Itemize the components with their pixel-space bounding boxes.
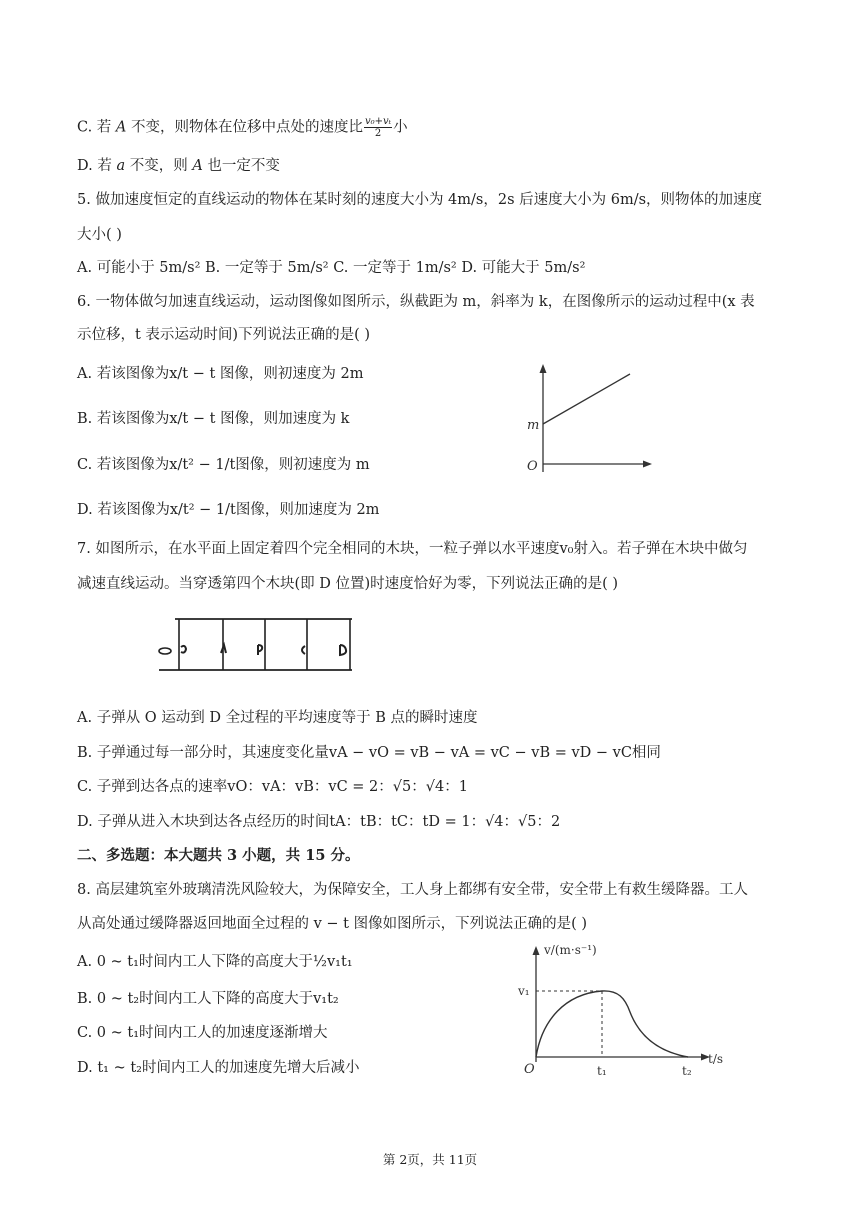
q6-option-d: D. 若该图像为x/t² − 1/t图像，则加速度为 2m	[77, 502, 380, 518]
q7-blocks-figure	[157, 617, 357, 677]
mark-o	[181, 646, 186, 653]
m-label: m	[527, 418, 540, 433]
t1-label: t₁	[597, 1064, 607, 1078]
mark-b	[258, 645, 262, 655]
t2-label: t₂	[682, 1064, 692, 1078]
fraction: $\frac{\text{v₀+vₜ}}{2}$	[365, 116, 392, 139]
origin-label: O	[524, 1062, 535, 1077]
q4-option-d: D. 若 a 不变，则 A 也一定不变	[77, 158, 280, 174]
q7-option-c: C. 子弹到达各点的速率vO：vA：vB：vC = 2：√5：√4：1	[77, 779, 468, 795]
q8-stem-line1: 8. 高层建筑室外玻璃清洗风险较大，为保障安全，工人身上都绑有安全带，安全带上有救生缓降器。工人	[77, 882, 748, 898]
ylabel: v/(m·s⁻¹)	[544, 943, 597, 957]
mark-c	[302, 646, 305, 654]
q5-stem-line1: 5. 做加速度恒定的直线运动的物体在某时刻的速度大小为 4m/s，2s 后速度大小为 6m/s，则物体的加速度	[77, 192, 763, 208]
q4-option-c: C. 若 A 不变，则物体在位移中点处的速度比 $\frac{\text{v₀+vₜ}}{2}$ 小	[77, 116, 408, 139]
q7-stem-line2: 减速直线运动。当穿透第四个木块(即 D 位置)时速度恰好为零，下列说法正确的是( )	[77, 576, 619, 592]
v-axis-arrow	[533, 946, 540, 955]
v1-label: v₁	[518, 984, 530, 998]
q6-option-b: B. 若该图像为x/t − t 图像，则加速度为 k	[77, 411, 350, 427]
q7-option-b: B. 子弹通过每一部分时，其速度变化量vA − vO = vB − vA = vC − vB = vD − vC相同	[77, 745, 661, 761]
vt-curve	[536, 991, 688, 1057]
q6-graph	[518, 362, 658, 482]
q6-option-c: C. 若该图像为x/t² − 1/t图像，则初速度为 m	[77, 457, 370, 473]
q6-stem-line2: 示位移，t 表示运动时间)下列说法正确的是( )	[77, 327, 371, 343]
q8-option-a: A. 0 ~ t₁时间内工人下降的高度大于½v₁t₁	[77, 954, 353, 970]
q7-option-a: A. 子弹从 O 运动到 D 全过程的平均速度等于 B 点的瞬时速度	[77, 710, 478, 726]
q6-option-a: A. 若该图像为x/t − t 图像，则初速度为 2m	[77, 366, 364, 382]
q8-option-d: D. t₁ ~ t₂时间内工人的加速度先增大后减小	[77, 1060, 360, 1076]
bullet	[159, 648, 171, 654]
x-axis-arrow	[643, 461, 652, 468]
page-footer: 第 2页，共 11页	[382, 1152, 478, 1167]
q8-option-b: B. 0 ~ t₂时间内工人下降的高度大于v₁t₂	[77, 991, 339, 1007]
q8-option-c: C. 0 ~ t₁时间内工人的加速度逐渐增大	[77, 1025, 328, 1041]
q8-vt-graph	[510, 940, 730, 1080]
q8-stem-line2: 从高处通过缓降器返回地面全过程的 v − t 图像如图所示，下列说法正确的是( )	[77, 916, 588, 932]
section-heading-multi: 二、多选题：本大题共 3 小题，共 15 分。	[77, 847, 360, 864]
q5-options: A. 可能小于 5m/s² B. 一定等于 5m/s² C. 一定等于 1m/s² D. 可能大于 5m/s²	[77, 260, 586, 276]
q6-stem-line1: 6. 一物体做匀加速直线运动，运动图像如图所示，纵截距为 m，斜率为 k，在图像所示的运动过程中(x 表	[77, 294, 755, 310]
q7-stem-line1: 7. 如图所示，在水平面上固定着四个完全相同的木块，一粒子弹以水平速度v₀射入。若子弹在木块中做匀	[77, 541, 748, 557]
origin-label: O	[527, 459, 538, 474]
xlabel: t/s	[708, 1052, 724, 1066]
y-axis-arrow	[540, 364, 547, 373]
q5-stem-line2: 大小( )	[77, 227, 122, 243]
graph-line	[543, 374, 630, 424]
q7-option-d: D. 子弹从进入木块到达各点经历的时间tA：tB：tC：tD = 1：√4：√5：2	[77, 814, 561, 830]
mark-d	[340, 645, 346, 655]
